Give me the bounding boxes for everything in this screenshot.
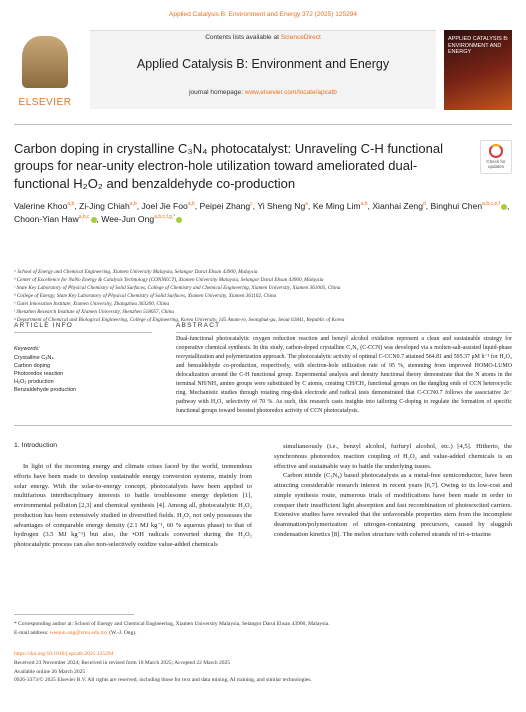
author-name-text: Binghui Chen: [430, 201, 483, 211]
keywords: [14, 346, 144, 395]
author-name[interactable]: [14, 214, 97, 224]
affiliation: ᵍ Department of Chemical and Biological Engineering, College of Engineering, Korea University, 145 Anam-ro, Seongbuk-gu, Seoul 02841, Republic of Korea: [14, 317, 345, 324]
author-name-text: Joel Jie Foo: [141, 201, 188, 211]
intro-paragraph: simultaneously (i.e., benzyl alcohol, furfuryl alcohol, etc.) [4,5]. Hitherto, the synchronous photoredox reaction coupling of H₂O₂ and value-added chemicals is an effective and sustainable way to battle the underlying issues.: [274, 443, 512, 470]
affiliation: ᵉ Gulei Innovation Institute, Xiamen University, Zhangzhou 363200, China: [14, 301, 170, 308]
abstract-text: Dual-functional photocatalytic oxygen reduction reaction and benzyl alcohol oxidation represent a clean and sustainable strategy for cooperative chemical synthesis. In this study, carbon-doped crystalline C₃N₄ (C-CCN) was developed via a molten-salt-assisted liquid-phase recrystallization and polymerization approach. The photocatalytic activity of optimal C-CCN0.7 attained 564.81 and 595.37 μM h⁻¹ for H₂O₂ and benzaldehyde co-production, respectively, with electron-hole utilization rate of 95 %, stemming from improved HOMO-LUMO delocalization around the C-H functional group. Experimental analysis and density functional theory demonstrate that the N atoms in the terminal NH/NH₂ amino groups were substituted by C atoms, creating CH/CH₂ functional groups on the dangling ends of CCN heterocyclic ring. Mechanistic studies through rotating ring-disk electrode and radical tests demonstrated that C-CCN0.7 follows the associative 2e⁻ pathway with H₂O₂ selectivity of 70 %. As such, this research casts insights into tailoring C-doping to regulate the formation of specific functional groups toward boosted photoredox activity of CCN photocatalysts.: [176, 336, 512, 414]
affiliation: ᶠ Shenzhen Research Institute of Xiamen University, Shenzhen 518057, China: [14, 309, 174, 316]
received-dates: Received 23 November 2024; Received in revised form 18 March 2025; Accepted 22 March 2025: [14, 659, 230, 666]
author-affiliation-marker[interactable]: d: [422, 201, 426, 208]
email-link[interactable]: weejun.ong@xmu.edu.my: [49, 629, 108, 636]
email-label: E-mail address:: [14, 629, 50, 636]
author-name[interactable]: [141, 201, 194, 211]
abstract-heading: ABSTRACT: [176, 322, 221, 329]
author-affiliation-marker[interactable]: a,b,c,f,g,*: [154, 214, 176, 221]
author-name[interactable]: [257, 201, 308, 211]
author-name-text: Choon-Yian Haw: [14, 213, 79, 224]
keywords-label: Keywords:: [14, 346, 40, 352]
intro-paragraph: In light of the incoming energy and climate crises faced by the world, tremendous efforts have been made to develop sustainable energy conversion systems, mainly from solar energy. With the solar-to-energy concept, photocatalysts have been applied to multifarious interdisciplinary interests to battle troublesome energy depletion [1], environmental pollution [2,3] and chemical synthesis [4]. Among all, photocatalytic H₂O₂ production has been extensively studied in diversified fields. H₂O₂ not only possesses the advantages of comparable energy density (2.1 MJ kg⁻¹, 60 % aqueous phase) to that of hydrogen (3.5 MJ kg⁻¹) but also, the •OH radicals converted during the H₂O₂ photocatalytic process can also non-selectively oxidize value-added chemicals: [14, 463, 252, 548]
publisher-name: ELSEVIER: [18, 97, 72, 108]
affiliation-list: [14, 268, 512, 324]
intro-left-column: [14, 462, 252, 550]
sciencedirect-link[interactable]: ScienceDirect: [280, 34, 321, 41]
keyword: H₂O₂ production: [14, 378, 54, 385]
author-affiliation-marker[interactable]: a: [305, 201, 309, 208]
keyword: Crystalline C₃N₄: [14, 354, 54, 361]
author-affiliation-marker[interactable]: a,b: [129, 201, 137, 208]
affiliation: ᵃ School of Energy and Chemical Engineering, Xiamen University Malaysia, Selangor Darul Ehsan 43900, Malaysia: [14, 269, 258, 275]
update-icon: [489, 144, 503, 158]
author-name[interactable]: [200, 201, 253, 211]
elsevier-tree-icon: [22, 36, 68, 88]
email-line: [14, 629, 512, 638]
copyright: 0926-3373/© 2025 Elsevier B.V. All rights are reserved, including those for text and data mining, AI training, and similar technologies.: [14, 677, 312, 684]
publication-details: [14, 650, 512, 685]
elsevier-logo[interactable]: [14, 30, 76, 108]
corresponding-author-footnote: [14, 620, 512, 637]
check-for-updates-badge[interactable]: [480, 140, 512, 174]
intro-right-column: [274, 442, 512, 540]
author-affiliation-marker[interactable]: c: [250, 201, 253, 208]
affiliation: ᵇ Center of Excellence for NaNo Energy & Catalysis Technology (CONNECT), Xiamen University Malaysia, Selangor Darul Ehsan 43900, Malaysia: [14, 277, 324, 284]
author-list: Valerine Khoo$^{a,b}$, Zi-Jing Chiah$^{a,b}$, Joel Jie Foo$^{a,b}$, Peipei Zhang$^c$, Yi Sheng Ng$^a$, Ke Ming Lim$^{a,b}$, Xianhai Zeng$^d$, Binghui Chen$^{a,b,c,e,f}$ , Choon-Yian Haw$^{a,b,c}$ , Wee-Jun Ong$^{a,b,c,f,g,*}$: [14, 201, 510, 224]
author-name-text: Zi-Jing Chiah: [79, 201, 130, 211]
available-online: Available online 26 March 2025: [14, 668, 86, 675]
contents-line: [90, 34, 436, 41]
contents-prefix: Contents lists available at: [205, 34, 281, 41]
cover-title: APPLIED CATALYSIS B: ENVIRONMENT AND ENERGY: [448, 36, 509, 56]
introduction-heading: 1. Introduction: [14, 442, 58, 449]
author-name-text: Wee-Jun Ong: [101, 213, 155, 224]
intro-paragraph: Carbon nitride (C₃N₄) based photocatalysts as a metal-free semiconductor, have been attracting considerable research interest in recent years [6,7]. Owing to its low-cost and simple synthesis route, numerous trials of modifications have been made in order to conquer their insufficient light absorption and fast recombination of photoexcited carriers. Extensive studies have revealed that the unfavorable properties stem from the incomplete deamination/polymerization of nitrogen-containing precursors, caused by sluggish condensation kinetics [8]. The melon structure with cohered strands of tri-s-triazine: [274, 472, 512, 538]
info-divider: [14, 332, 152, 333]
author-name[interactable]: [372, 201, 425, 211]
author-name[interactable]: [313, 201, 368, 211]
badge-label: Check for updates: [486, 159, 506, 169]
author-name-text: Peipei Zhang: [199, 201, 251, 211]
affiliation: ᵈ College of Energy, State Key Laboratory of Physical Chemistry of Solid Surfaces, Xiamen University, Xiamen 361102, China: [14, 293, 277, 300]
author-name-text: Yi Sheng Ng: [257, 201, 306, 211]
corresponding-note: * Corresponding author at: School of Energy and Chemical Engineering, Xiamen University Malaysia, Selangor Darul Ehsan 43900, Malaysia.: [14, 621, 330, 627]
author-name[interactable]: [14, 201, 74, 211]
journal-homepage: [90, 89, 436, 96]
keyword: Benzaldehyde production: [14, 386, 77, 393]
journal-cover[interactable]: [444, 30, 512, 110]
affiliation: ᶜ State Key Laboratory of Physical Chemistry of Solid Surfaces, College of Chemistry and Chemical Engineering, Xiamen University, Xiamen 361005, China: [14, 285, 341, 292]
keyword-list: [14, 355, 144, 395]
author-name-text: Valerine Khoo: [14, 201, 68, 211]
masthead: [14, 30, 512, 110]
article-title: Carbon doping in crystalline C₃N₄ photocatalyst: Unraveling C-H functional groups for near-unity electron-hole utilization toward ameliorated dual-functional H₂O₂ and benzaldehyde co-production: [14, 141, 443, 191]
author-name[interactable]: [79, 201, 137, 211]
email-suffix: (W.-J. Ong).: [107, 629, 137, 636]
abstract-divider: [176, 332, 512, 333]
header-divider: [14, 124, 512, 125]
orcid-icon[interactable]: [91, 217, 97, 223]
author-affiliation-marker[interactable]: a,b: [360, 201, 368, 208]
keyword: Photoredox reaction: [14, 370, 64, 377]
orcid-icon[interactable]: [501, 204, 507, 210]
doi-link[interactable]: https://doi.org/10.1016/j.apcatb.2025.125294: [14, 651, 114, 657]
article-info-heading: ARTICLE INFO: [14, 322, 74, 329]
journal-banner: [90, 30, 436, 109]
author-name-text: Ke Ming Lim: [312, 201, 361, 211]
author-affiliation-marker[interactable]: a,b,c,e,f: [482, 201, 500, 208]
journal-title: Applied Catalysis B: Environment and Energy: [136, 57, 390, 71]
keyword: Carbon doping: [14, 362, 51, 369]
author-name-text: Xianhai Zeng: [372, 201, 423, 211]
author-affiliation-marker[interactable]: a,b,c: [78, 214, 90, 221]
body-divider: [14, 425, 512, 426]
footnote-divider: [14, 614, 134, 615]
author-affiliation-marker[interactable]: a,b: [67, 201, 75, 208]
author-affiliation-marker[interactable]: a,b: [187, 201, 195, 208]
orcid-icon[interactable]: [176, 217, 182, 223]
author-name[interactable]: [431, 201, 507, 211]
homepage-prefix: journal homepage:: [189, 89, 245, 96]
homepage-link[interactable]: www.elsevier.com/locate/apcatb: [244, 89, 337, 96]
journal-reference[interactable]: Applied Catalysis B: Environment and Energy 372 (2025) 125294: [169, 11, 357, 18]
author-name[interactable]: [101, 214, 182, 224]
